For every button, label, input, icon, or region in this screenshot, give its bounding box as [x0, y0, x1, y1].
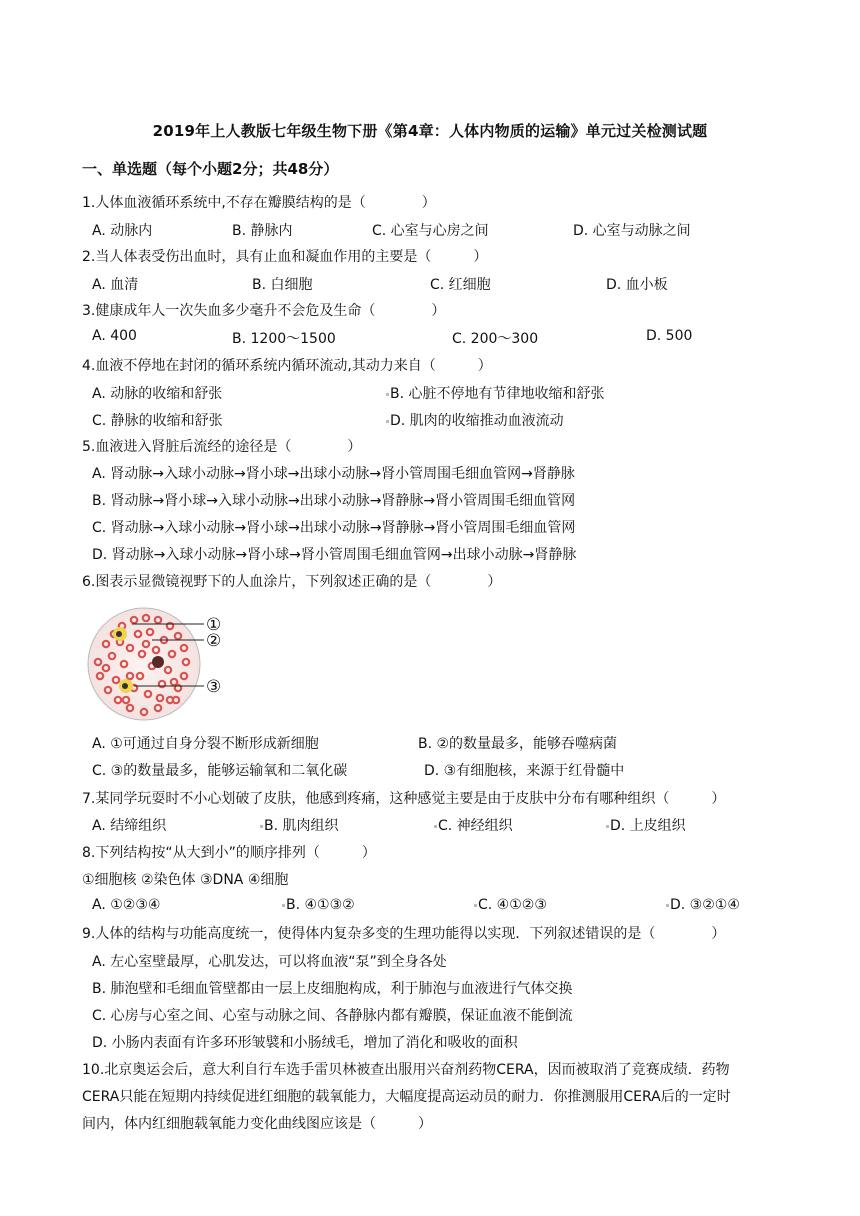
question-2-stem: 2.当人体表受伤出血时，具有止血和凝血作用的主要是（ ）	[82, 249, 488, 265]
question-3-option-d: D. 500	[646, 328, 693, 344]
choice-marker	[434, 825, 437, 828]
question-10-line-1: 10.北京奥运会后，意大利自行车选手雷贝林被查出服用兴奋剂药物CERA，因而被取消了竞赛成绩．药物	[82, 1062, 730, 1078]
question-5-option-c: C. 肾动脉→入球小动脉→肾小球→出球小动脉→肾静脉→肾小管周围毛细血管网	[92, 520, 576, 536]
question-4-option-c: C. 静脉的收缩和舒张	[92, 413, 223, 429]
figure-label-1: ①	[206, 615, 222, 635]
question-9-option-c: C. 心房与心室之间、心室与动脉之间、各静脉内都有瓣膜，保证血液不能倒流	[92, 1008, 573, 1024]
question-8-option-c	[474, 897, 547, 913]
question-8-option-b-text: B. ④①③②	[286, 897, 355, 913]
section-heading: 一、单选题（每个小题2分；共48分）	[82, 160, 339, 178]
question-1-option-b: B. 静脉内	[232, 223, 293, 239]
question-8-items: ①细胞核 ②染色体 ③DNA ④细胞	[82, 872, 289, 888]
question-7-stem: 7.某同学玩耍时不小心划破了皮肤，他感到疼痛，这种感觉主要是由于皮肤中分布有哪种组织（ ）	[82, 791, 726, 807]
choice-marker	[606, 825, 609, 828]
question-9-option-d: D. 小肠内表面有许多环形皱襞和小肠绒毛，增加了消化和吸收的面积	[92, 1035, 518, 1051]
question-6-option-d: D. ③有细胞核，来源于红骨髓中	[424, 763, 625, 779]
question-1-stem: 1.人体血液循环系统中,不存在瓣膜结构的是（ ）	[82, 195, 436, 211]
figure-label-2: ②	[206, 631, 222, 651]
question-8-option-d	[666, 897, 740, 913]
blood-smear-image	[86, 604, 234, 724]
question-5-stem: 5.血液进入肾脏后流经的途径是（ ）	[82, 439, 362, 455]
question-4-option-d	[386, 410, 564, 430]
choice-marker	[282, 904, 285, 907]
question-7-option-d-text: D. 上皮组织	[610, 818, 686, 834]
choice-marker	[260, 825, 263, 828]
question-8-stem: 8.下列结构按“从大到小”的顺序排列（ ）	[82, 845, 376, 861]
question-9-option-a: A. 左心室壁最厚，心肌发达，可以将血液“泵”到全身各处	[92, 954, 447, 970]
question-4-option-b	[386, 383, 605, 403]
question-7-option-c-text: C. 神经组织	[438, 818, 513, 834]
white-blood-cell-3	[119, 679, 133, 693]
question-2-option-b: B. 白细胞	[252, 277, 313, 293]
question-5-option-d: D. 肾动脉→入球小动脉→肾小球→肾小管周围毛细血管网→出球小动脉→肾静脉	[92, 547, 577, 563]
question-3-option-b: B. 1200～1500	[232, 331, 336, 347]
question-7-option-b-text: B. 肌肉组织	[264, 818, 339, 834]
question-1-option-d: D. 心室与动脉之间	[573, 223, 691, 239]
question-9-stem: 9.人体的结构与功能高度统一，使得体内复杂多变的生理功能得以实现．下列叙述错误的是（ ）	[82, 926, 726, 942]
question-4-option-b-text: B. 心脏不停地有节律地收缩和舒张	[390, 386, 605, 402]
question-7-option-a: A. 结缔组织	[92, 818, 167, 834]
question-9-option-b: B. 肺泡壁和毛细血管壁都由一层上皮细胞构成，利于肺泡与血液进行气体交换	[92, 981, 573, 997]
page-title: 2019年上人教版七年级生物下册《第4章：人体内物质的运输》单元过关检测试题	[152, 122, 708, 140]
question-5-option-b: B. 肾动脉→肾小球→入球小动脉→出球小动脉→肾静脉→肾小管周围毛细血管网	[92, 493, 576, 509]
question-3-option-c: C. 200～300	[452, 331, 539, 347]
question-8-option-a: A. ①②③④	[92, 897, 161, 913]
question-10-line-2: CERA只能在短期内持续促进红细胞的载氧能力，大幅度提高运动员的耐力．你推测服用CERA后的一定时	[82, 1089, 731, 1105]
question-10-line-3: 间内，体内红细胞载氧能力变化曲线图应该是（ ）	[82, 1116, 432, 1132]
question-5-option-a: A. 肾动脉→入球小动脉→肾小球→出球小动脉→肾小管周围毛细血管网→肾静脉	[92, 466, 575, 482]
question-4-option-a: A. 动脉的收缩和舒张	[92, 386, 223, 402]
question-7-option-c	[434, 815, 513, 835]
figure-label-3: ③	[206, 677, 222, 697]
question-2-option-d: D. 血小板	[606, 277, 668, 293]
question-6-option-b: B. ②的数量最多，能够吞噬病菌	[418, 736, 618, 752]
question-1-option-c: C. 心室与心房之间	[372, 223, 489, 239]
question-8-option-c-text: C. ④①②③	[478, 897, 547, 913]
dark-cell	[152, 656, 164, 668]
question-7-option-b	[260, 815, 339, 835]
question-2-option-a: A. 血清	[92, 277, 139, 293]
question-3-stem: 3.健康成年人一次失血多少毫升不会危及生命（ ）	[82, 303, 446, 319]
question-6-stem: 6.图表示显微镜视野下的人血涂片，下列叙述正确的是（ ）	[82, 574, 502, 590]
question-3-option-a: A. 400	[92, 328, 137, 344]
choice-marker	[666, 904, 669, 907]
question-2-option-c: C. 红细胞	[430, 277, 491, 293]
question-6-option-c: C. ③的数量最多，能够运输氧和二氧化碳	[92, 763, 348, 779]
question-4-option-d-text: D. 肌肉的收缩推动血液流动	[390, 413, 564, 429]
question-7-option-d	[606, 815, 686, 835]
choice-marker	[386, 393, 389, 396]
question-1-option-a: A. 动脉内	[92, 223, 153, 239]
question-8-option-b	[282, 897, 355, 913]
choice-marker	[386, 420, 389, 423]
white-blood-cell-1	[113, 627, 127, 641]
question-4-stem: 4.血液不停地在封闭的循环系统内循环流动,其动力来自（ ）	[82, 358, 492, 374]
blood-smear-figure	[86, 604, 234, 724]
question-6-option-a: A. ①可通过自身分裂不断形成新细胞	[92, 736, 319, 752]
question-8-option-d-text: D. ③②①④	[670, 897, 740, 913]
choice-marker	[474, 904, 477, 907]
